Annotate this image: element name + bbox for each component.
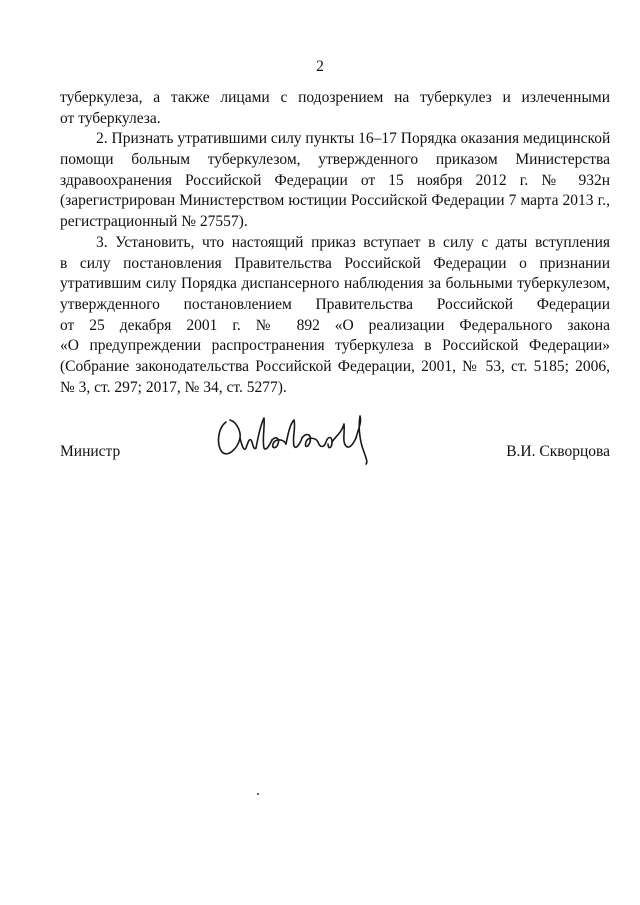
text-line: от туберкулеза. (60, 109, 161, 127)
signature-block (60, 408, 610, 468)
paragraph-3-effective-date-clause (60, 233, 610, 399)
text-line: утратившим силу Порядка диспансерного наблюдения за больными туберкулезом, (60, 275, 610, 293)
text-line: помощи больным туберкулезом, утвержденного приказом Министерства (60, 151, 610, 169)
text-line: регистрационный № 27557). (60, 213, 248, 231)
scan-speck (257, 793, 259, 795)
text-line: (Собрание законодательства Российской Федерации, 2001, № 53, ст. 5185; 2006, (60, 357, 610, 375)
signer-name: В.И. Скворцова (506, 443, 610, 460)
text-line: в силу постановления Правительства Российской Федерации о признании (60, 254, 610, 272)
text-line: № 3, ст. 297; 2017, № 34, ст. 5277). (60, 378, 287, 396)
text-line: 3. Установить, что настоящий приказ вступает в силу с даты вступления (96, 233, 610, 251)
text-line: здравоохранения Российской Федерации от 15 ноября 2012 г. № 932н (60, 171, 610, 189)
text-line: утвержденного постановлением Правительства Российской Федерации (60, 295, 610, 313)
document-body (60, 88, 610, 398)
text-line: от 25 декабря 2001 г. № 892 «О реализации Федерального закона (60, 316, 610, 334)
paragraph-2-repeal-clause (60, 129, 610, 232)
text-line: (зарегистрирован Министерством юстиции Российской Федерации 7 марта 2013 г., (60, 192, 610, 210)
text-line: «О предупреждении распространения туберкулеза в Российской Федерации» (60, 337, 610, 355)
page-number: 2 (316, 58, 324, 75)
handwritten-signature (210, 408, 380, 466)
paragraph-1-continuation (60, 88, 610, 129)
text-line: 2. Признать утратившими силу пункты 16–17 Порядка оказания медицинской (96, 130, 611, 148)
text-line: туберкулеза, а также лицами с подозрением на туберкулез и излеченными (60, 89, 610, 106)
signer-position: Министр (60, 443, 121, 460)
